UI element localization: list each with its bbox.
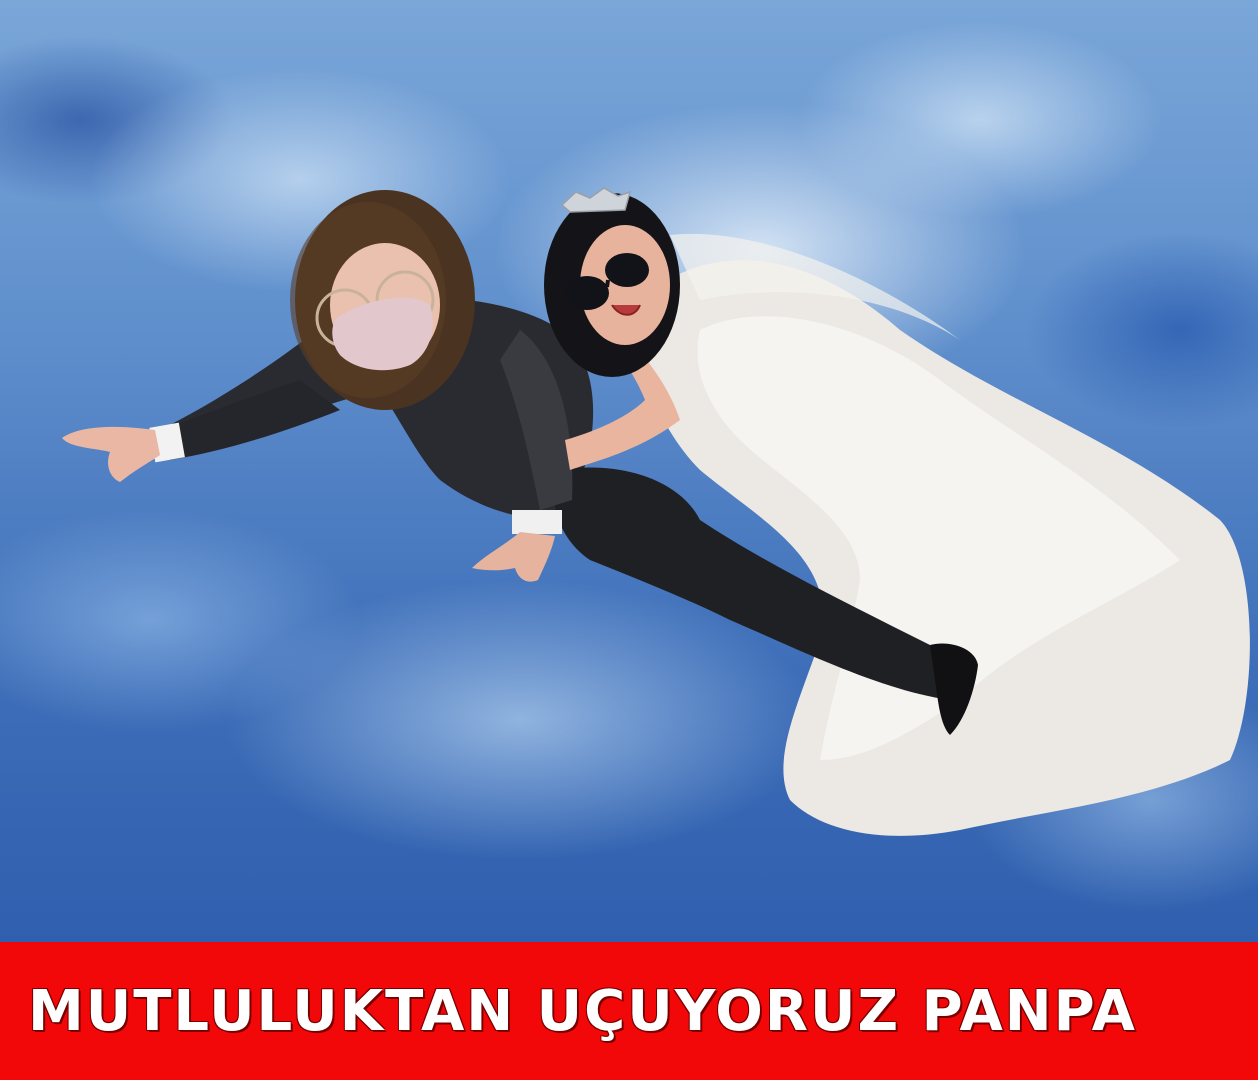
caption-banner (0, 942, 1258, 1080)
caption-text: MUTLULUKTAN UÇUYORUZ PANPA (28, 978, 1137, 1044)
tiara (562, 188, 630, 212)
groom-right-hand (472, 532, 555, 582)
sunglasses-left-lens (565, 276, 609, 310)
groom-left-hand (62, 427, 160, 482)
sunglasses-right-lens (605, 253, 649, 287)
